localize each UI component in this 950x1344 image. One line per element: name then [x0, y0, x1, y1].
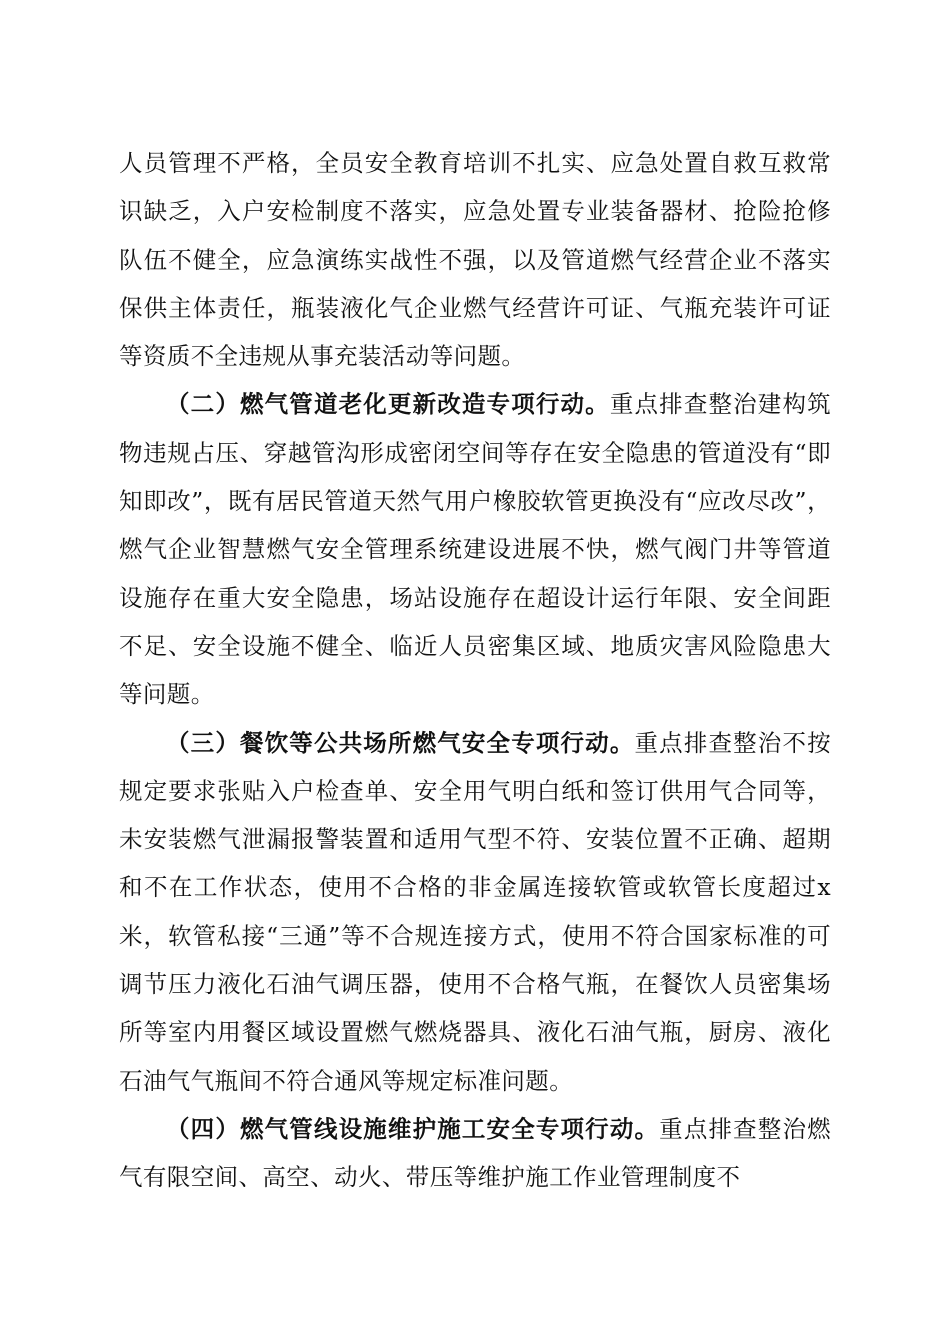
document-body [119, 139, 831, 1202]
paragraph-text: 重点排查整治燃气有限空间、高空、动火、带压等维护施工作业管理制度不 [119, 1114, 831, 1192]
paragraph-section-2 [119, 380, 831, 718]
paragraph-text: 重点排查整治不按规定要求张贴入户检查单、安全用气明白纸和签订供用气合同等，未安装燃气泄漏报警装置和适用气型不符、安装位置不正确、超期和不在工作状态，使用不合格的非金属连接软管或软管长度超过x米，软管私接“三通”等不合规连接方式，使用不符合国家标准的可调节压力液化石油气调压器，使用不合格气瓶，在餐饮人员密集场所等室内用餐区域设置燃气燃烧器具、液化石油气瓶，厨房、液化石油气气瓶间不符合通风等规定标准问题。 [119, 728, 832, 1095]
section-heading: （三）餐饮等公共场所燃气安全专项行动。 [166, 728, 635, 757]
paragraph-section-4 [119, 1105, 831, 1202]
section-heading: （二）燃气管道老化更新改造专项行动。 [166, 390, 610, 419]
paragraph-text: 重点排查整治建构筑物违规占压、穿越管沟形成密闭空间等存在安全隐患的管道没有“即知即改”，既有居民管道天然气用户橡胶软管更换没有“应改尽改”，燃气企业智慧燃气安全管理系统建设进展不快，燃气阀门井等管道设施存在重大安全隐患，场站设施存在超设计运行年限、安全间距不足、安全设施不健全、临近人员密集区域、地质灾害风险隐患大等问题。 [119, 390, 832, 709]
paragraph-continuation [119, 139, 831, 380]
paragraph-text: 人员管理不严格，全员安全教育培训不扎实、应急处置自救互救常识缺乏，入户安检制度不落实，应急处置专业装备器材、抢险抢修队伍不健全，应急演练实战性不强，以及管道燃气经营企业不落实保供主体责任，瓶装液化气企业燃气经营许可证、气瓶充装许可证等资质不全违规从事充装活动等问题。 [119, 149, 831, 371]
paragraph-section-3 [119, 719, 831, 1105]
section-heading: （四）燃气管线设施维护施工安全专项行动。 [166, 1114, 660, 1143]
